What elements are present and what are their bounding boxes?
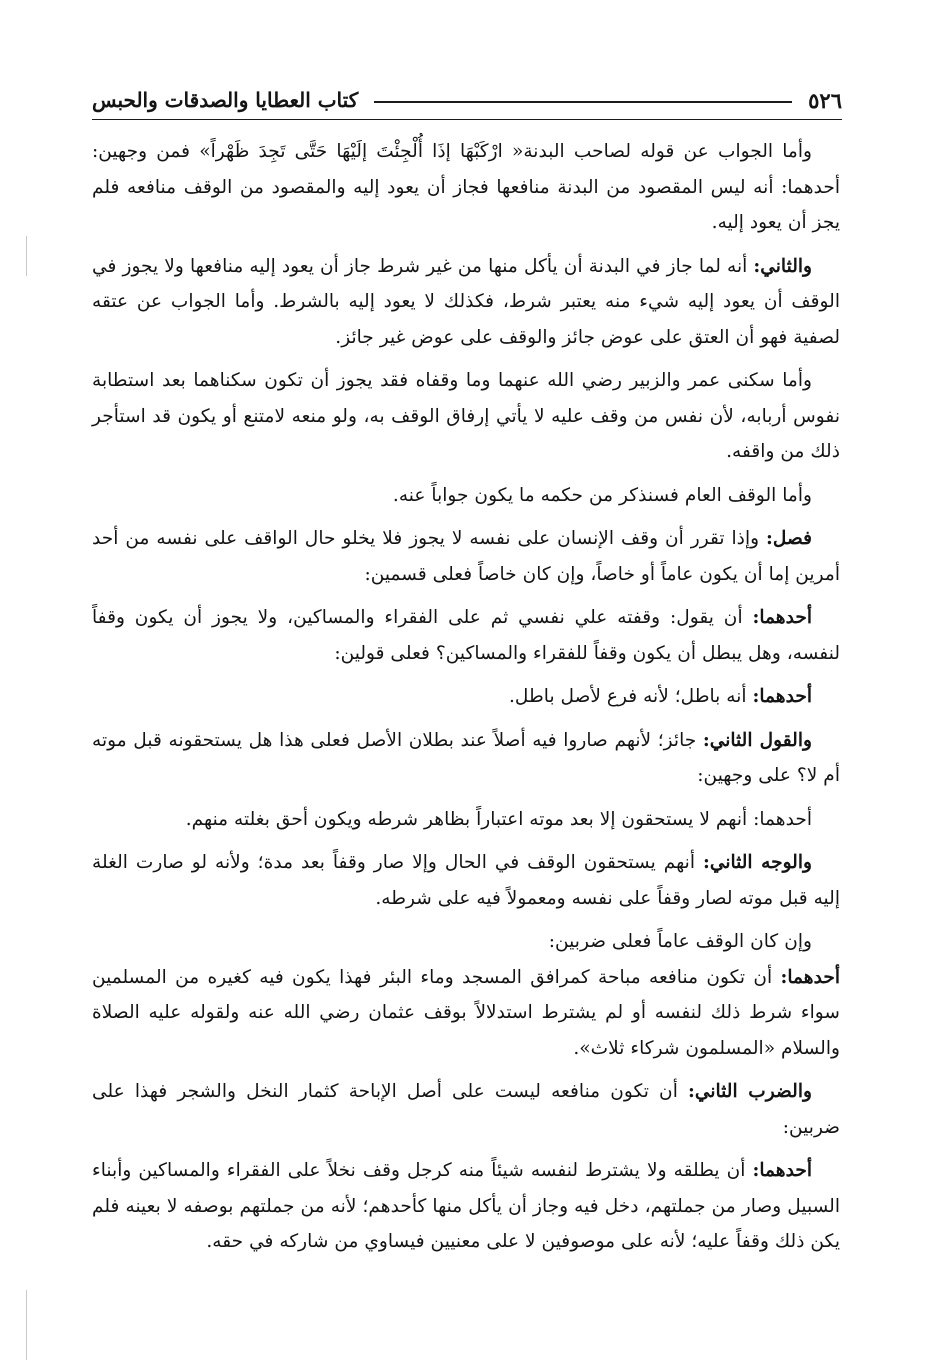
paragraph-lead: والضرب الثاني: (687, 1081, 812, 1102)
header-rule (374, 101, 792, 103)
paragraph-text: وأما سكنى عمر والزبير رضي الله عنهما وما وقفاه فقد يجوز أن تكون سكناهما بعد استطابة نفوس أربابه، لأن نفس من وقف عليه لا يأتي إرفاق الوقف به، ولو منعه لامتنع أو يكون قد استأجر ذلك من واقفه. (92, 370, 840, 462)
paragraph-text: أحدهما: أنهم لا يستحقون إلا بعد موته اعتباراً بظاهر شرطه ويكون أحق بغلته منهم. (185, 808, 812, 830)
scan-margin-mark (26, 1290, 27, 1360)
paragraph-text: وأما الجواب عن قوله لصاحب البدنة« ارْكَبْهَا إذَا أُلْجِئْتَ إلَيْهَا حَتَّى تَجِدَ ظَهْراً» فمن وجهين: أحدهما: أنه ليس المقصود من البدنة منافعها فجاز أن يعود إليه والمقصود من الوقف منافعه فلم يجز أن يعود إليه. (92, 141, 840, 233)
body-text (92, 134, 840, 1268)
paragraph-text: وإن كان الوقف عاماً فعلى ضربين: (548, 931, 812, 952)
paragraph (92, 600, 840, 671)
paragraph (92, 723, 840, 794)
paragraph-lead: فصل: (766, 528, 812, 549)
paragraph-lead: والقول الثاني: (702, 729, 812, 751)
paragraph (92, 478, 840, 514)
header-underline (92, 119, 842, 120)
paragraph-lead: أحدهما: (780, 966, 840, 988)
paragraph-lead: والثاني: (753, 255, 812, 277)
paragraph-text: أنه لما جاز في البدنة أن يأكل منها من غير شرط جاز أن يعود إليه منافعها ولا يجوز في الوقف أن يعود إليه شيء منه يعتبر شرط، فكذلك لا يعود إليه بالشرط. وأما الجواب عن عتقه لصفية فهو أن العتق على عوض جائز والوقف على عوض غير جائز. (92, 255, 840, 348)
paragraph-text: وأما الوقف العام فسنذكر من حكمه ما يكون جواباً عنه. (392, 484, 812, 506)
paragraph-text: أن تكون منافعه ليست على أصل الإباحة كثمار النخل والشجر فهذا على ضربين: (92, 1081, 840, 1138)
paragraph-lead: أحدهما: (752, 607, 812, 628)
page-header (92, 84, 842, 116)
paragraph (92, 134, 840, 241)
running-title: كتاب العطايا والصدقات والحبس (92, 88, 359, 112)
paragraph-lead: والوجه الثاني: (702, 852, 812, 873)
page-number: ٥٢٦ (808, 87, 842, 113)
scan-margin-mark (26, 236, 27, 276)
paragraph-text: أن يقول: وقفته علي نفسي ثم على الفقراء والمساكين، ولا يجوز أن يكون وقفاً لنفسه، وهل يبطل أن يكون وقفاً للفقراء والمساكين؟ فعلى قولين: (92, 607, 840, 664)
paragraph (92, 845, 840, 916)
paragraph-text: أنهم يستحقون الوقف في الحال وإلا صار وقفاً بعد مدة؛ ولأنه لو صارت الغلة إليه قبل موته لصار وقفاً على نفسه ومعمولاً فيه على شرطه. (92, 852, 840, 909)
paragraph-text: أنه باطل؛ لأنه فرع لأصل باطل. (508, 686, 753, 707)
paragraph-text: أن يطلقه ولا يشترط لنفسه شيئاً منه كرجل وقف نخلاً على الفقراء والمساكين وأبناء السبيل وصار من جملتهم، دخل فيه وجاز أن يأكل منها كأحدهم؛ لأنه من جملتهم بوصفه لا بعينه فلم يكن ذلك وقفاً عليه؛ لأنه على موصوفين لا على معنيين فيساوي من شاركه في حقه. (92, 1160, 840, 1252)
paragraph (92, 363, 840, 470)
paragraph (92, 1153, 840, 1260)
paragraph-text: وإذا تقرر أن وقف الإنسان على نفسه لا يجوز فلا يخلو حال الواقف على نفسه من أحد أمرين إما أن يكون عاماً أو خاصاً، وإن كان خاصاً فعلى قسمين: (92, 528, 840, 585)
paragraph-text: أن تكون منافعه مباحة كمرافق المسجد وماء البئر فهذا يكون فيه كغيره من المسلمين سواء شرط ذلك لنفسه أو لم يشترط استدلالاً بوقف عثمان رضي الله عنه ولقوله عليه الصلاة والسلام «المسلمون شركاء ثلاث». (92, 966, 840, 1059)
paragraph (92, 1074, 840, 1145)
paragraph (92, 249, 840, 356)
paragraph (92, 924, 840, 960)
paragraph (92, 679, 840, 715)
paragraph (92, 802, 840, 838)
paragraph-lead: أحدهما: (752, 1160, 812, 1181)
paragraph (92, 521, 840, 592)
paragraph (92, 960, 840, 1067)
paragraph-text: جائز؛ لأنهم صاروا فيه أصلاً عند بطلان الأصل فعلى هذا هل يستحقونه قبل موته أم لا؟ على وجهين: (92, 729, 840, 786)
paragraph-lead: أحدهما: (752, 686, 812, 707)
